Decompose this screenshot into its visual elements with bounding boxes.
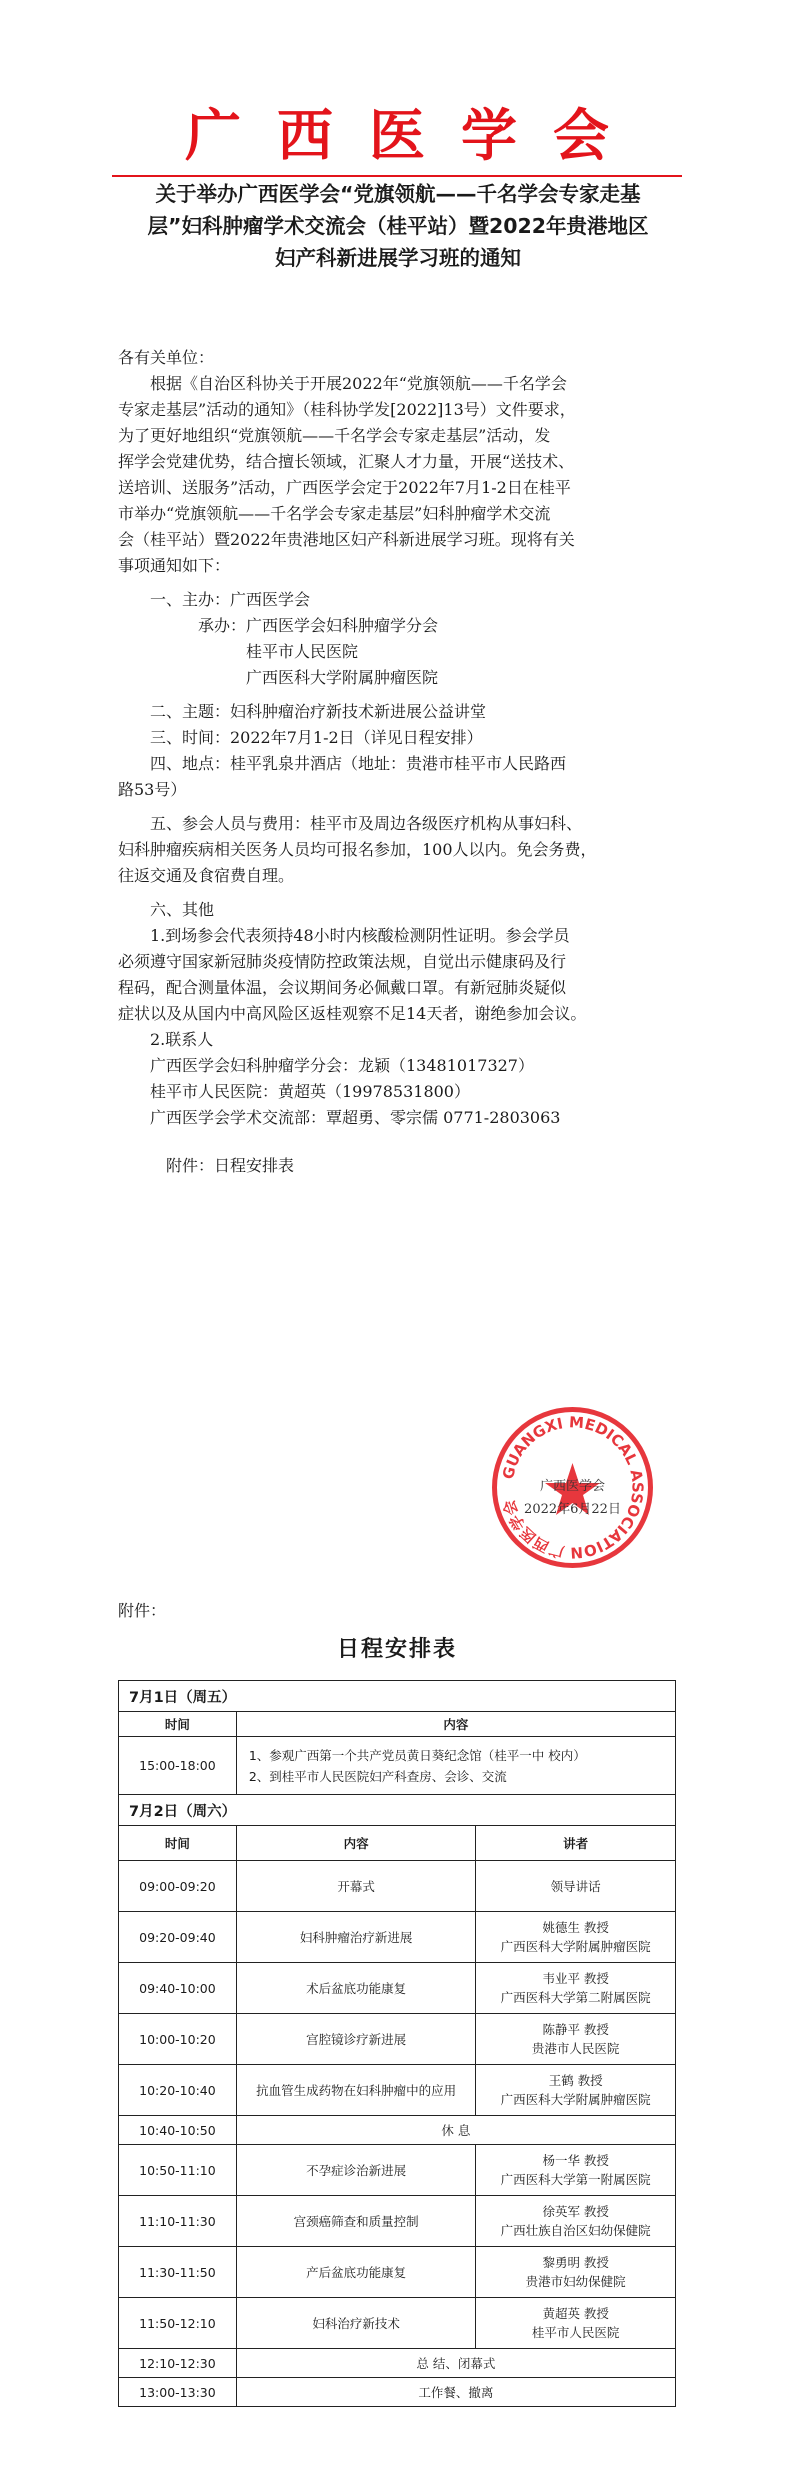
venue-line: 四、地点：桂平乳泉井酒店（地址：贵港市桂平市人民路西 [150, 754, 567, 773]
day2-header-content: 内容 [236, 1826, 476, 1861]
theme-line: 二、主题：妇科肿瘤治疗新技术新进展公益讲堂 [150, 702, 487, 721]
row-time: 13:00-13:30 [119, 2378, 237, 2407]
note-line: 程码，配合测量体温，会议期间务必佩戴口罩。有新冠肺炎疑似 [118, 978, 567, 997]
intro-line: 会（桂平站）暨2022年贵港地区妇产科新进展学习班。现将有关 [118, 530, 575, 549]
letterhead-title: 广西医学会 [185, 103, 645, 169]
speaker-line: 黎勇明 教授 [542, 2255, 609, 2270]
intro-line: 事项通知如下： [118, 556, 231, 575]
title-line: 妇产科新进展学习班的通知 [275, 246, 521, 270]
row-time: 10:20-10:40 [119, 2065, 237, 2116]
speaker-line: 领导讲话 [550, 1878, 601, 1894]
speaker-line: 王鹤 教授 [548, 2073, 603, 2088]
time-line: 三、时间：2022年7月1-2日（详见日程安排） [150, 728, 483, 747]
intro-line: 根据《自治区科协关于开展2022年“党旗领航——千名学会 [150, 374, 567, 393]
table-row [119, 2247, 676, 2298]
red-divider [112, 175, 682, 177]
seal-ring-text: GUANGXI MEDICAL ASSOCIATION 广西医学会 [499, 1413, 647, 1562]
row-time: 12:10-12:30 [119, 2349, 237, 2378]
table-row [119, 2065, 676, 2116]
contact-line: 桂平市人民医院：黄超英（19978531800） [150, 1082, 470, 1101]
row-content: 妇科治疗新技术 [236, 2298, 476, 2349]
other-heading: 六、其他 [150, 900, 215, 919]
intro-line: 挥学会党建优势，结合擅长领域，汇聚人才力量，开展“送技术、 [118, 452, 575, 471]
speaker-line: 广西医科大学第二附属医院 [500, 1990, 651, 2005]
row-content: 工作餐、撤离 [236, 2378, 675, 2407]
table-row [119, 2298, 676, 2349]
intro-line: 送培训、送服务”活动，广西医学会定于2022年7月1-2日在桂平 [118, 478, 571, 497]
row-content: 宫颈癌筛查和质量控制 [236, 2196, 476, 2247]
day1-header-content: 内容 [236, 1712, 675, 1737]
speaker-line: 陈静平 教授 [542, 2022, 609, 2037]
speaker-line: 徐英军 教授 [542, 2204, 609, 2219]
row-speaker [476, 2247, 676, 2298]
day1-content [236, 1737, 675, 1795]
note-line: 症状以及从国内中高风险区返桂观察不足14天者，谢绝参加会议。 [118, 1004, 587, 1023]
schedule-table [118, 1680, 676, 2407]
row-speaker [476, 2065, 676, 2116]
seal-org-text: 广西医学会 [539, 1479, 606, 1494]
day2-rows [119, 1861, 676, 2407]
speaker-line: 广西医科大学第一附属医院 [500, 2172, 651, 2187]
row-content: 总 结、闭幕式 [236, 2349, 675, 2378]
salutation: 各有关单位： [118, 348, 215, 367]
row-speaker [476, 2145, 676, 2196]
row-speaker [476, 1963, 676, 2014]
row-content: 妇科肿瘤治疗新进展 [236, 1912, 476, 1963]
seal-date-text: 2022年6月22日 [524, 1502, 621, 1517]
day2-header-time: 时间 [119, 1826, 237, 1861]
attachment-label: 附件： [118, 1601, 167, 1620]
notice-title [118, 178, 678, 274]
row-time: 10:00-10:20 [119, 2014, 237, 2065]
row-content: 宫腔镜诊疗新进展 [236, 2014, 476, 2065]
organizer-extra: 桂平市人民医院 [246, 642, 359, 661]
row-speaker [476, 2014, 676, 2065]
contact-line: 广西医学会妇科肿瘤学分会：龙颖（13481017327） [150, 1056, 534, 1075]
note-line: 必须遵守国家新冠肺炎疫情防控政策法规，自觉出示健康码及行 [118, 952, 567, 971]
speaker-line: 广西壮族自治区妇幼保健院 [500, 2223, 651, 2238]
table-row [119, 1861, 676, 1912]
row-time: 09:40-10:00 [119, 1963, 237, 2014]
contact-line: 广西医学会学术交流部：覃超勇、零宗儒 0771-2803063 [150, 1108, 561, 1127]
schedule-title: 日程安排表 [336, 1637, 457, 1662]
table-row [119, 2116, 676, 2145]
row-content: 抗血管生成药物在妇科肿瘤中的应用 [236, 2065, 476, 2116]
row-content: 产后盆底功能康复 [236, 2247, 476, 2298]
speaker-line: 韦业平 教授 [542, 1971, 609, 1986]
table-row [119, 2196, 676, 2247]
row-time: 10:40-10:50 [119, 2116, 237, 2145]
table-row [119, 1963, 676, 2014]
speaker-line: 姚德生 教授 [542, 1920, 609, 1935]
row-time: 09:00-09:20 [119, 1861, 237, 1912]
day1-item: 2、到桂平市人民医院妇产科查房、会诊、交流 [248, 1768, 507, 1784]
speaker-line: 广西医科大学附属肿瘤医院 [500, 1939, 651, 1954]
venue-line: 路53号） [118, 780, 187, 799]
speaker-line: 贵港市妇幼保健院 [525, 2274, 626, 2289]
row-time: 11:10-11:30 [119, 2196, 237, 2247]
host-line: 一、主办：广西医学会 [150, 590, 311, 609]
row-content: 开幕式 [236, 1861, 476, 1912]
organizer-extra: 广西医科大学附属肿瘤医院 [246, 668, 439, 687]
participants-line: 五、参会人员与费用：桂平市及周边各级医疗机构从事妇科、 [150, 814, 583, 833]
intro-line: 专家走基层”活动的通知》（桂科协学发[2022]13号）文件要求， [118, 400, 576, 419]
row-time: 11:30-11:50 [119, 2247, 237, 2298]
participants-line: 妇科肿瘤疾病相关医务人员均可报名参加，100人以内。免会务费， [118, 840, 597, 859]
speaker-line: 桂平市人民医院 [531, 2325, 620, 2340]
intro-line: 市举办“党旗领航——千名学会专家走基层”妇科肿瘤学术交流 [118, 504, 551, 523]
speaker-line: 贵港市人民医院 [531, 2041, 620, 2056]
table-row [119, 2349, 676, 2378]
table-row [119, 1912, 676, 1963]
day1-header-time: 时间 [119, 1712, 237, 1737]
day1-label: 7月1日（周五） [119, 1681, 676, 1712]
row-speaker [476, 1861, 676, 1912]
row-time: 10:50-11:10 [119, 2145, 237, 2196]
attachment-line: 附件：日程安排表 [166, 1156, 295, 1175]
participants-line: 往返交通及食宿费自理。 [118, 866, 295, 885]
day1-time: 15:00-18:00 [119, 1737, 237, 1795]
official-seal-icon [490, 1405, 655, 1570]
row-speaker [476, 2196, 676, 2247]
speaker-line: 广西医科大学附属肿瘤医院 [500, 2092, 651, 2107]
row-time: 09:20-09:40 [119, 1912, 237, 1963]
contact-heading: 2.联系人 [150, 1030, 214, 1049]
row-speaker [476, 1912, 676, 1963]
speaker-line: 杨一华 教授 [542, 2153, 609, 2168]
day2-label: 7月2日（周六） [119, 1795, 676, 1826]
row-content: 术后盆底功能康复 [236, 1963, 476, 2014]
notice-body [118, 345, 688, 1179]
row-time: 11:50-12:10 [119, 2298, 237, 2349]
title-line: 层”妇科肿瘤学术交流会（桂平站）暨2022年贵港地区 [147, 214, 649, 238]
table-row [119, 2145, 676, 2196]
organizer-line: 承办：广西医学会妇科肿瘤学分会 [198, 616, 439, 635]
row-speaker [476, 2298, 676, 2349]
intro-line: 为了更好地组织“党旗领航——千名学会专家走基层”活动，发 [118, 426, 551, 445]
row-content: 休 息 [236, 2116, 675, 2145]
note-line: 1.到场参会代表须持48小时内核酸检测阴性证明。参会学员 [150, 926, 570, 945]
table-row [119, 2014, 676, 2065]
day1-item: 1、参观广西第一个共产党员黄日葵纪念馆（桂平一中 校内） [248, 1747, 586, 1763]
title-line: 关于举办广西医学会“党旗领航——千名学会专家走基 [155, 182, 641, 206]
speaker-line: 黄超英 教授 [542, 2306, 609, 2321]
row-content: 不孕症诊治新进展 [236, 2145, 476, 2196]
table-row [119, 2378, 676, 2407]
day2-header-speaker: 讲者 [476, 1826, 676, 1861]
